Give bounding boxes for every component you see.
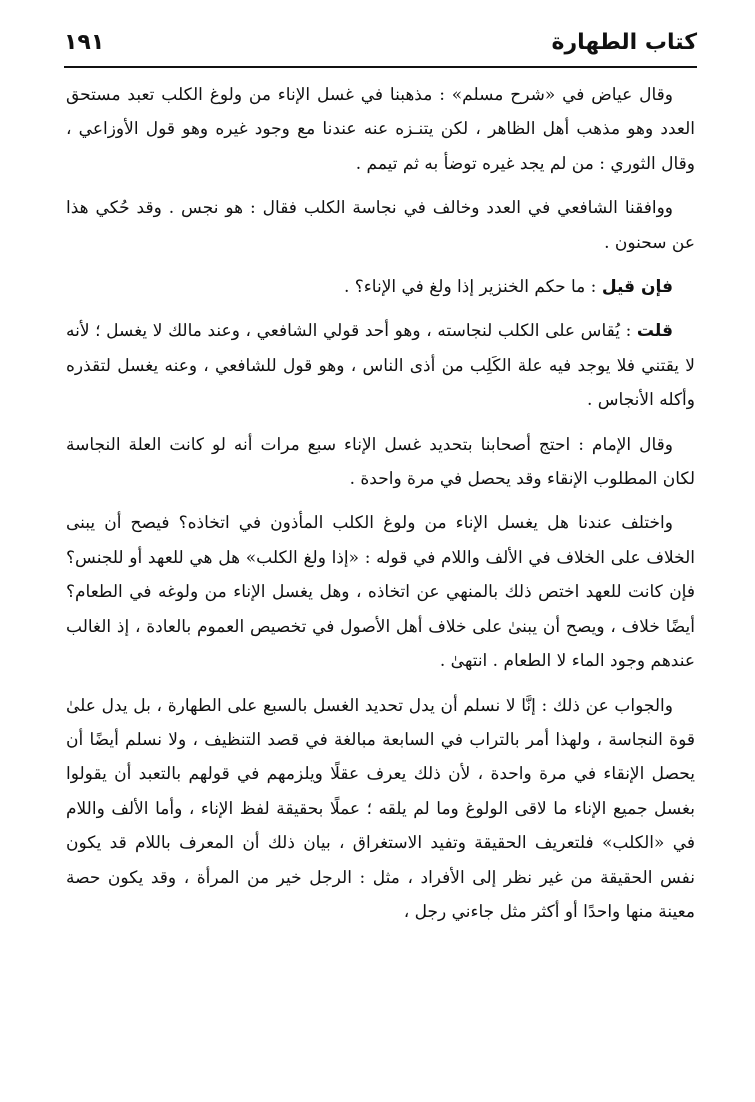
paragraph-question	[66, 270, 695, 304]
paragraph-text: ووافقنا الشافعي في العدد وخالف في نجاسة الكلب فقال : هو نجس . وقد حُكي هذا عن سحنون .	[66, 198, 695, 253]
paragraph-text: وقال الإمام : احتج أصحابنا بتحديد غسل الإناء سبع مرات أنه لو كانت العلة النجاسة لكان المطلوب الإنقاء وقد يحصل في مرة واحدة .	[66, 434, 695, 490]
chapter-title: كتاب الطهارة	[551, 30, 697, 55]
paragraph-text: والجواب عن ذلك : إنَّا لا نسلم أن يدل تحديد الغسل بالسبع على الطهارة ، بل يدل علىٰ قوة النجاسة ، ولهذا أمر بالتراب في السابعة مبالغة في قصد التنظيف ، ولا نسلم أيضًا أن يحصل الإنقاء في مرة واحدة ، لأن ذلك يعرف عقلًا ويلزمهم في قولهم بالتعبد أن يقولوا بغسل جميع الإناء ما لاقى الولوغ وما لم يلقه ؛ عملًا بحقيقة لفظ الإناء ، وأما الألف واللام في «الكلب» فلتعريف الحقيقة وتفيد الاستغراق ، بيان ذلك أن المعرف باللام قد يكون نفس الحقيقة من غير نظر إلى الأفراد ، مثل : الرجل خير من المرأة ، وقد يكون حصة معينة منها واحدًا أو أكثر مثل جاءني رجل ،	[66, 695, 695, 922]
paragraph-text: واختلف عندنا هل يغسل الإناء من ولوغ الكلب المأذون في اتخاذه؟ فيصح أن يبنى الخلاف على الخلاف في الألف واللام في قوله : «إذا ولغ الكلب» هل هي للعهد أو للجنس؟ فإن كانت للعهد اختص ذلك بالمنهي عن اتخاذه ، وهل يغسل الإناء من ولوغه في الطعام؟ أيضًا خلاف ، ويصح أن يبنىٰ على خلاف أهل الأصول في تخصيص العموم بالعادة ، إذ الغالب عندهم وجود الماء لا الطعام . انتهىٰ .	[66, 513, 695, 672]
paragraph-lead: فإن قيل	[601, 277, 673, 298]
paragraph-text: وقال عياض في «شرح مسلم» : مذهبنا في غسل الإناء من ولوغ الكلب تعبد مستحق العدد وهو مذهب أهل الظاهر ، لكن يتنـزه عنه عندنا مع وجود غيره وهو قول الأوزاعي ، وقال الثوري : من لم يجد غيره توضأ به ثم تيمم .	[66, 85, 695, 174]
paragraph-answer	[66, 314, 695, 417]
paragraph-text: : ما حكم الخنزير إذا ولغ في الإناء؟ .	[343, 277, 602, 298]
paragraph-lead: قلت	[636, 321, 673, 342]
header-divider	[64, 66, 697, 68]
paragraph-text: : يُقاس على الكلب لنجاسته ، وهو أحد قولي الشافعي ، وعند مالك لا يغسل ؛ لأنه لا يقتني فلا يوجد فيه علة الكَلِب من أذى الناس ، وهو قول للشافعي ، وعنه يغسل لتقذره وأكله الأنجاس .	[66, 321, 695, 411]
paragraph-shafii	[66, 191, 695, 260]
paragraph-disagreement	[66, 506, 695, 678]
page-body	[66, 78, 695, 929]
page-number: ١٩١	[64, 30, 105, 55]
paragraph-response	[66, 689, 695, 930]
running-header	[64, 26, 697, 66]
paragraph-imam	[66, 428, 695, 497]
paragraph-iyad	[66, 78, 695, 181]
